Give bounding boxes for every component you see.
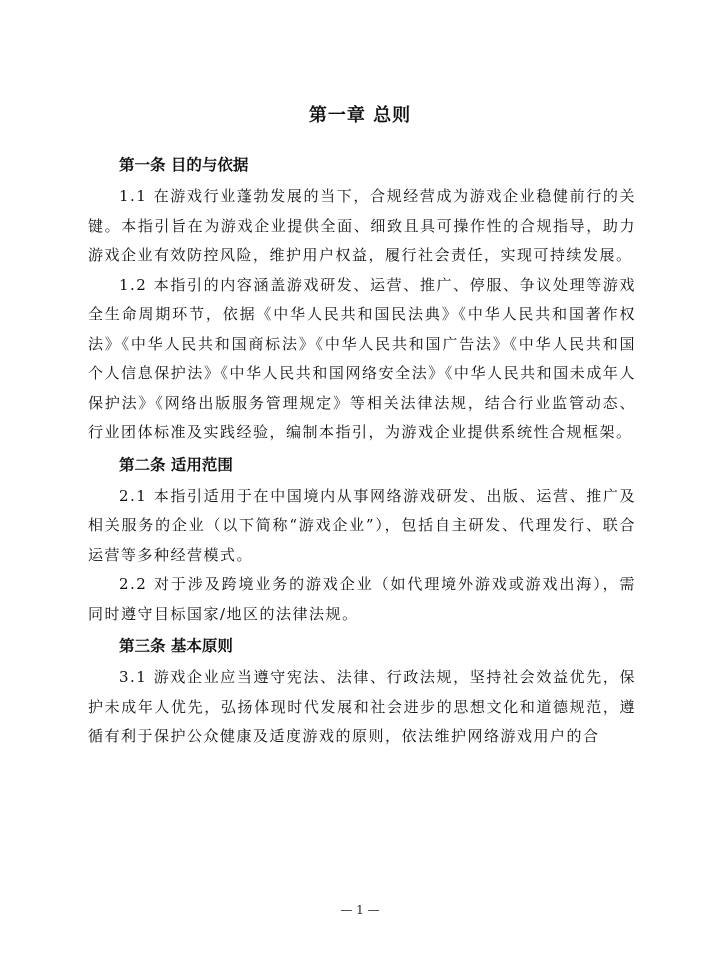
paragraph: 2.2 对于涉及跨境业务的游戏企业（如代理境外游戏或游戏出海），需同时遵守目标国家/地区的法律法规。 xyxy=(88,575,636,623)
paragraph: 1.1 在游戏行业蓬勃发展的当下，合规经营成为游戏企业稳健前行的关键。本指引旨在为游戏企业提供全面、细致且具可操作性的合规指导，助力游戏企业有效防控风险，维护用户权益，履行社会责任，实现可持续发展。 xyxy=(88,187,636,264)
article-heading: 第三条 基本原则 xyxy=(119,637,233,655)
article-heading: 第二条 适用范围 xyxy=(119,455,233,474)
section-article-3 xyxy=(88,629,636,752)
article-heading: 第一条 目的与依据 xyxy=(119,156,249,174)
document-body xyxy=(88,148,636,752)
chapter-title: 第一章 总则 xyxy=(308,105,412,126)
paragraph: 3.1 游戏企业应当遵守宪法、法律、行政法规，坚持社会效益优先，保护未成年人优先，弘扬体现时代发展和社会进步的思想文化和道德规范，遵循有利于保护公众健康及适度游戏的原则，依法维护网络游戏用户的合 xyxy=(88,668,636,745)
paragraph: 2.1 本指引适用于在中国境内从事网络游戏研发、出版、运营、推广及相关服务的企业（以下简称“游戏企业”），包括自主研发、代理发行、联合运营等多种经营模式。 xyxy=(88,486,636,564)
section-article-1 xyxy=(88,148,636,448)
section-article-2 xyxy=(88,448,636,630)
paragraph: 1.2 本指引的内容涵盖游戏研发、运营、推广、停服、争议处理等游戏全生命周期环节，依据《中华人民共和国民法典》《中华人民共和国著作权法》《中华人民共和国商标法》《中华人民共和国广告法》《中华人民共和国个人信息保护法》《中华人民共和国网络安全法》《中华人民共和国未成年人保护法》《网络出版服务管理规定》等相关法律法规，结合行业监管动态、行业团体标准及实践经验，编制本指引，为游戏企业提供系统性合规框架。 xyxy=(88,275,636,441)
page-number: — 1 — xyxy=(340,903,380,917)
